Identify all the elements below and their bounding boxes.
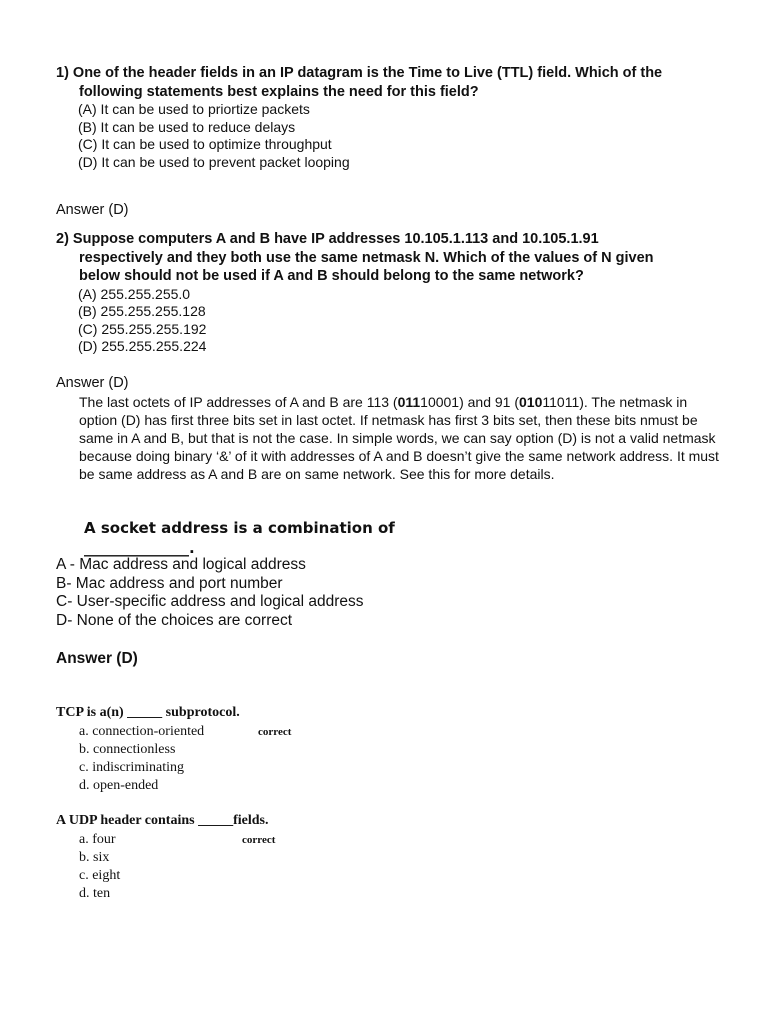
option-d: d. open-ended — [79, 778, 159, 793]
option-b: B- Mac address and port number — [56, 574, 283, 592]
option-b: (B) It can be used to reduce delays — [78, 118, 296, 135]
question-4-options — [79, 723, 204, 795]
question-1-options — [78, 101, 736, 171]
option-d: D- None of the choices are correct — [56, 612, 293, 630]
option-c: (C) It can be used to optimize throughput — [78, 136, 332, 152]
question-1-text — [56, 64, 736, 101]
explanation-text-2: 10001) and 91 ( — [420, 394, 520, 410]
option-b: b. connectionless — [79, 742, 176, 757]
option-b: (B) 255.255.255.128 — [78, 303, 206, 319]
question-2-line-1: 2) Suppose computers A and B have IP addresses 10.105.1.113 and 10.105.1.91 — [56, 231, 599, 247]
answer-2-explanation — [79, 393, 729, 483]
answer-3: Answer (D) — [56, 650, 138, 667]
question-2-text — [56, 230, 736, 286]
option-a: a. connection-oriented — [79, 724, 205, 739]
explanation-text-1: The last octets of IP addresses of A and B are 113 ( — [79, 394, 398, 410]
answer-1: Answer (D) — [56, 202, 129, 218]
option-d: (D) It can be used to prevent packet looping — [78, 153, 350, 170]
question-4-text: TCP is a(n) _____ subprotocol. — [56, 705, 240, 720]
question-3-options — [56, 556, 364, 631]
option-a: a. four — [79, 832, 116, 847]
option-d: d. ten — [79, 886, 111, 901]
explanation-text-3: 11011). The netmask in option (D) has first three bits set in last octet. If netmask has first 3 bits set, then these bits nmust be same in A and B, but that is not the case. In simple words, we can say option (D) is not a valid netmask because doing binary ‘&’ of it with addresses of A and B doesn’t give the same network address. It must be same address as A and B are on same network. See this for more details. — [79, 394, 719, 482]
correct-marker: correct — [242, 834, 276, 846]
explanation-bits-a: 011 — [397, 394, 421, 410]
question-2-line-2: respectively and they both use the same netmask N. Which of the values of N given — [79, 249, 654, 266]
option-a: (A) 255.255.255.0 — [78, 285, 191, 302]
question-2-line-3: below should not be used if A and B should belong to the same network? — [79, 268, 584, 284]
option-d: (D) 255.255.255.224 — [78, 338, 207, 354]
explanation-bits-b: 010 — [519, 394, 543, 410]
option-a: A - Mac address and logical address — [56, 556, 306, 573]
question-1-line-2: following statements best explains the need for this field? — [79, 83, 479, 100]
option-c: C- User-specific address and logical address — [56, 593, 364, 611]
question-2-options — [78, 286, 736, 356]
question-2 — [56, 230, 736, 356]
question-1 — [56, 64, 736, 171]
question-3-line-2: ______________. — [84, 539, 195, 557]
question-5-text: A UDP header contains _____fields. — [56, 813, 269, 828]
option-b: b. six — [79, 850, 110, 865]
question-5-options — [79, 831, 120, 903]
option-c: (C) 255.255.255.192 — [78, 320, 207, 337]
option-c: c. indiscriminating — [79, 760, 184, 775]
option-a: (A) It can be used to priortize packets — [78, 101, 310, 117]
correct-marker: correct — [258, 726, 292, 738]
option-c: c. eight — [79, 868, 121, 883]
answer-2: Answer (D) — [56, 375, 129, 391]
question-3-text — [84, 518, 484, 558]
question-3-line-1: A socket address is a combination of — [84, 519, 395, 537]
question-1-line-1: 1) One of the header fields in an IP datagram is the Time to Live (TTL) field. Which of the — [56, 65, 663, 81]
